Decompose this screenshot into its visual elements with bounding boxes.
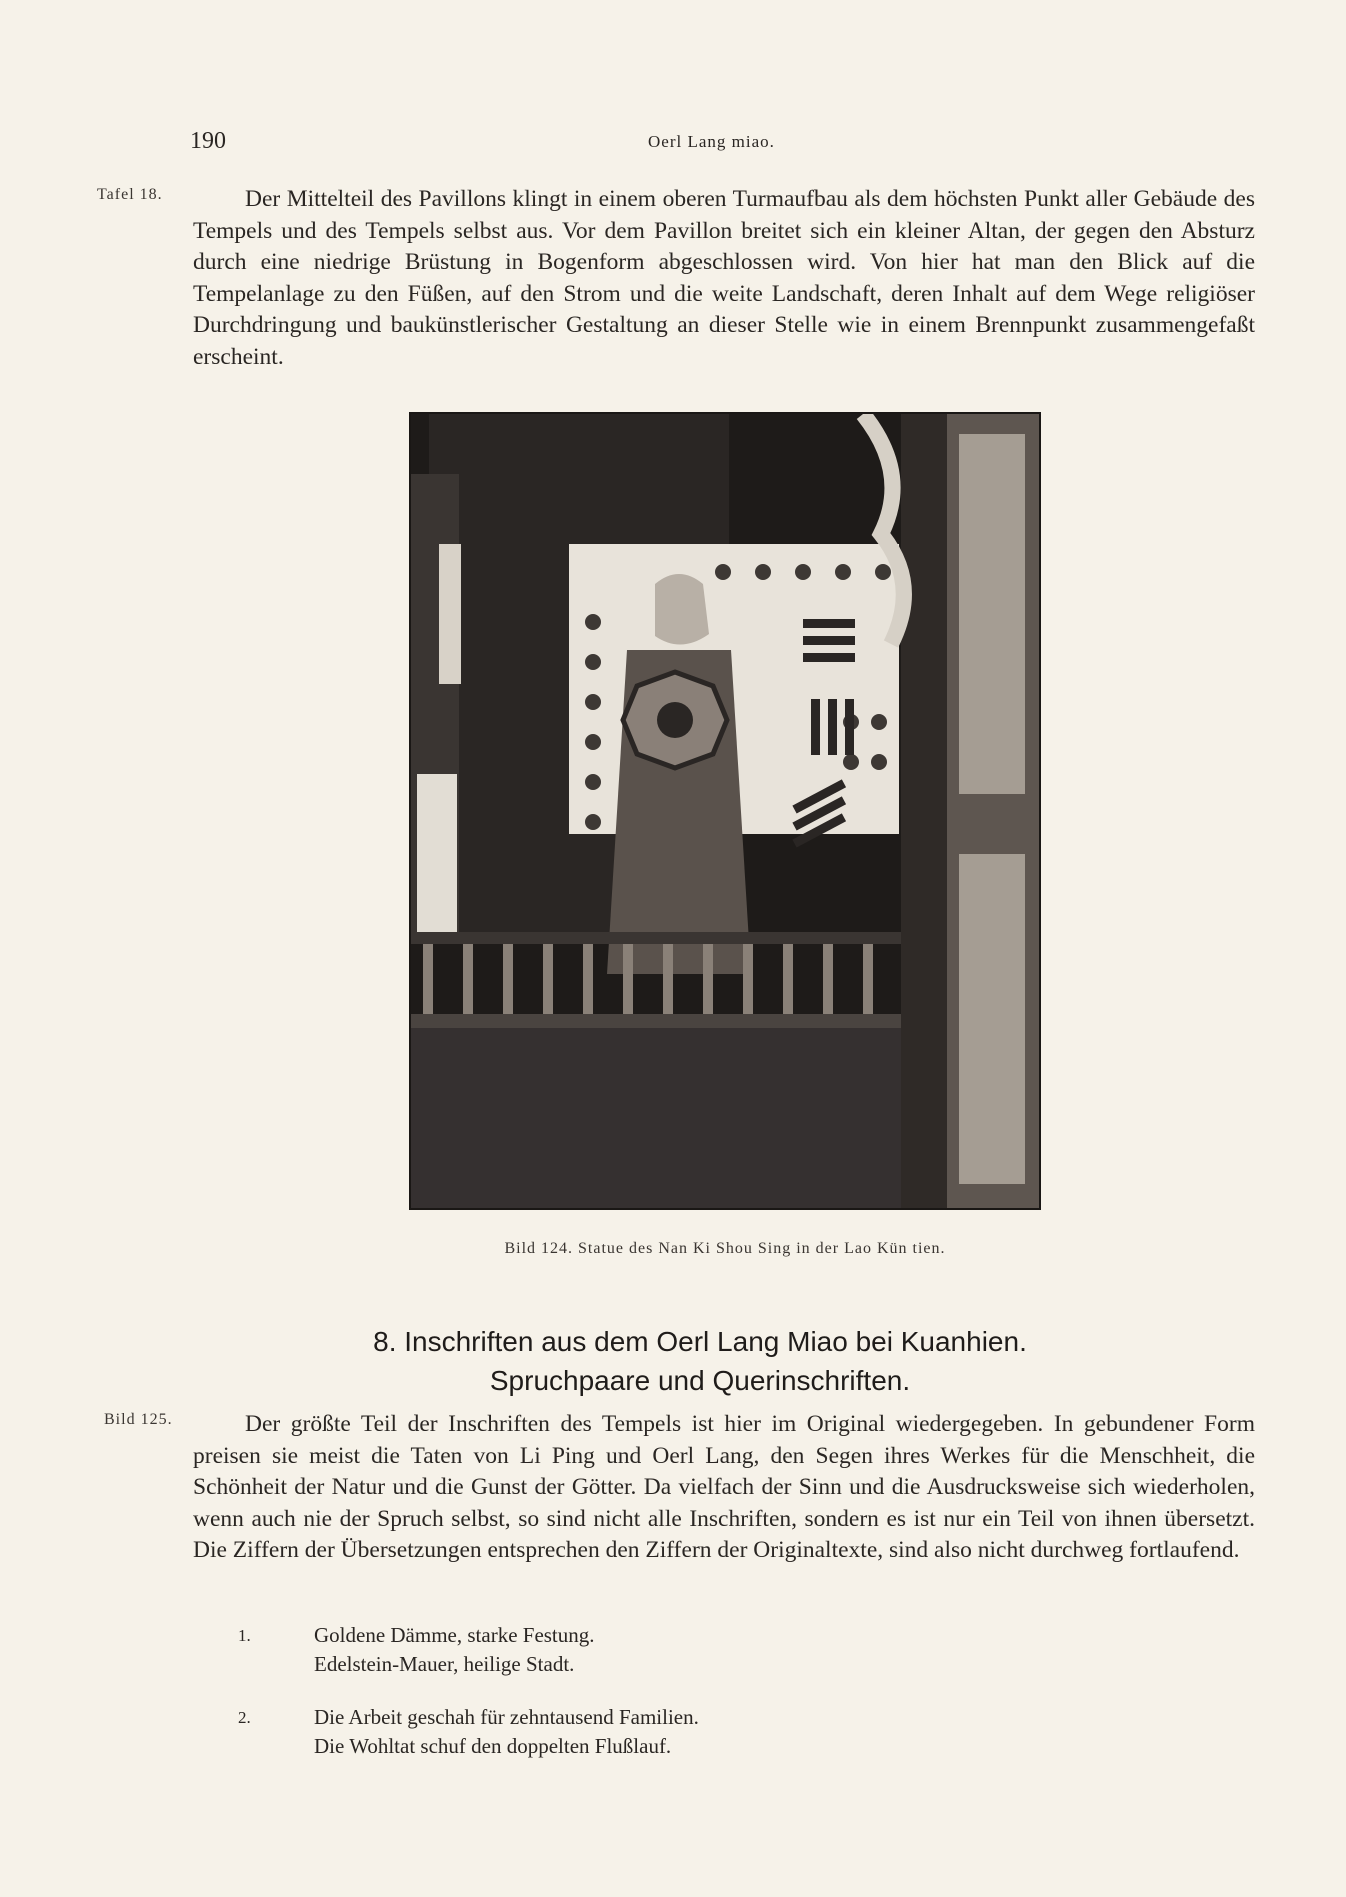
verse-line: Die Wohltat schuf den doppelten Flußlauf. [314, 1734, 672, 1758]
page-number: 190 [190, 128, 226, 154]
running-head [190, 128, 1180, 158]
section-paragraph-text: Der größte Teil der Inschriften des Tempels ist hier im Original wiedergegeben. In gebundener Form preisen sie meist die Taten von Li Ping und Oerl Lang, den Segen ihres Werkes für die Menschheit, die Schönheit der Natur und die Gunst der Götter. Da vielfach der Sinn und die Ausdrucksweise sich wiederholen, wenn auch nie der Spruch selbst, so sind nicht alle Inschriften, sondern es ist nur ein Teil von ihnen übersetzt. Die Ziffern der Übersetzungen entsprechen den Ziffern der Originaltexte, sind also nicht durchweg fortlaufend. [193, 1411, 1255, 1563]
temple-statue-photo [409, 412, 1041, 1210]
margin-note-plate: Tafel 18. [97, 186, 163, 203]
section-heading-line2: Spruchpaare und Querinschriften. [489, 1365, 911, 1396]
margin-note-image: Bild 125. [104, 1411, 173, 1428]
verse-number: 2. [238, 1708, 251, 1727]
section-heading-line1: 8. Inschriften aus dem Oerl Lang Miao bei Kuanhien. [373, 1326, 1027, 1357]
statue-photo-illustration [411, 414, 1039, 1208]
intro-paragraph-text: Der Mittelteil des Pavillons klingt in einem oberen Turmaufbau als dem höchsten Punkt aller Gebäude des Tempels und des Tempels selbst aus. Vor dem Pavillon breitet sich ein kleiner Altan, der gegen den Absturz durch eine niedrige Brüstung in Bogenform abgeschlossen wird. Von hier hat man den Blick auf die Tempelanlage zu den Füßen, auf den Strom und die weite Landschaft, deren Inhalt auf dem Wege religiöser Durchdringung und baukünstlerischer Gestaltung an dieser Stelle wie in einem Brennpunkt zusammengefaßt erscheint. [193, 186, 1255, 370]
verse-line: Goldene Dämme, starke Festung. [314, 1623, 595, 1647]
section-heading [300, 1322, 1100, 1400]
verse-line: Edelstein-Mauer, heilige Stadt. [314, 1652, 575, 1676]
intro-paragraph [193, 184, 1255, 373]
running-title: Oerl Lang miao. [648, 132, 775, 151]
verse-line: Die Arbeit geschah für zehntausend Familien. [314, 1705, 699, 1729]
section-paragraph [193, 1409, 1255, 1567]
verse-number: 1. [238, 1626, 251, 1645]
figure-caption: Bild 124. Statue des Nan Ki Shou Sing in der Lao Kün tien. [504, 1240, 946, 1257]
